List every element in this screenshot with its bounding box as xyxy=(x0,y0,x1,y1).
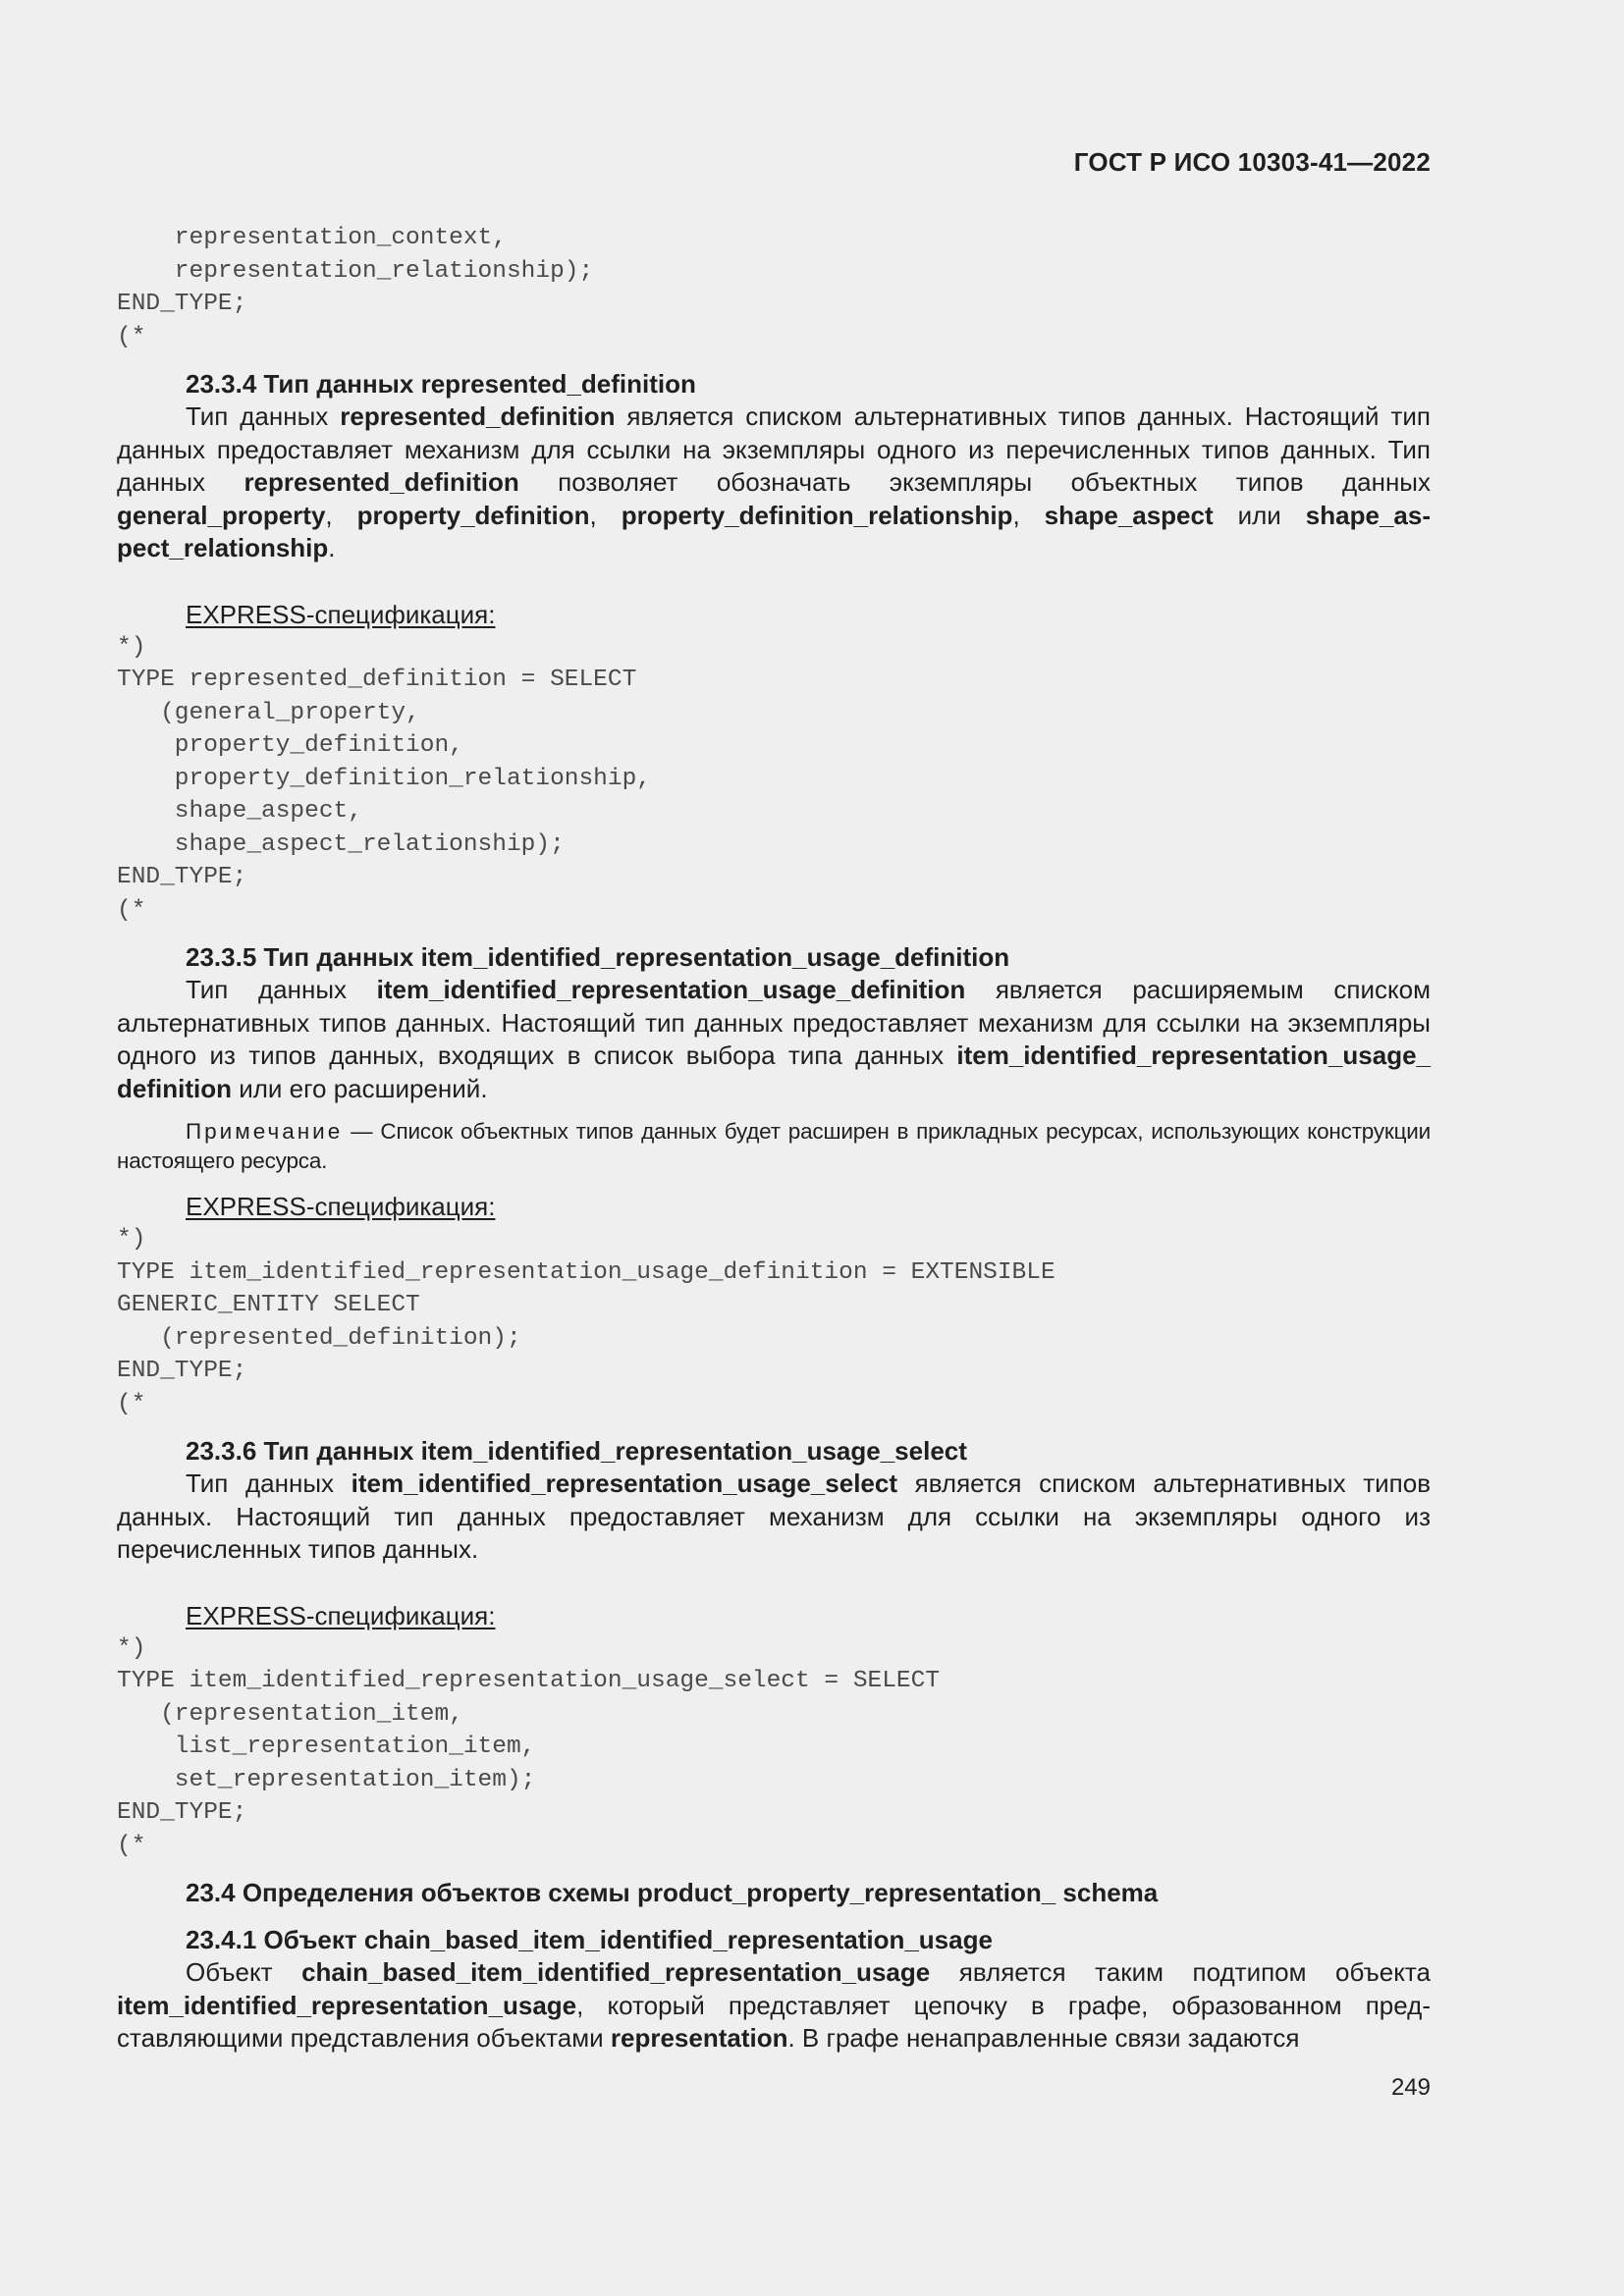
paragraph: Тип данных item_identified_representation_usage_definition является расширяемым списком альтернативных типов данных. Настоящий тип данных предоставляет механизм для ссылки на экземпляры одного из типов данных, входящих в список выбора типа данных item_identified_representation_usage_ definition или его расширений. xyxy=(117,975,1431,1103)
express-spec-label: EXPRESS-спецификация: xyxy=(186,1192,496,1221)
express-spec-label: EXPRESS-спецификация: xyxy=(186,1600,496,1630)
section-heading: 23.3.4 Тип данных represented_definition xyxy=(186,369,696,399)
note-text: — Список объектных типов данных будет расширен в прикладных ресурсах, использующих конструкции настоящего ресурса. xyxy=(117,1119,1431,1173)
page-number: 249 xyxy=(1390,2074,1431,2101)
paragraph: Тип данных item_identified_representation_usage_select является списком альтернативных типов данных. Настоящий тип данных предоставляет механизм для ссылки на экземпляры одного из перечисленных типов данных. xyxy=(117,1468,1432,1564)
section-heading: 23.4.1 Объект chain_based_item_identified_representation_usage xyxy=(186,1925,993,1954)
page-content xyxy=(117,222,1431,2056)
code-block: representation_context, representation_relationship); END_TYPE; (* xyxy=(117,225,594,350)
note-label: Примечание xyxy=(186,1119,344,1144)
section-heading: 23.3.6 Тип данных item_identified_representation_usage_select xyxy=(186,1436,967,1466)
express-spec-label: EXPRESS-спецификация: xyxy=(186,599,496,629)
note xyxy=(117,1117,1431,1176)
paragraph: Объект chain_based_item_identified_representation_usage является таким подтипом объекта item_identified_representation_usage, который представляет цепочку в графе, образованном представляющими представления объектами representation. В графе ненаправленные связи задаются xyxy=(117,1957,1432,2053)
code-block: *) TYPE item_identified_representation_usage_select = SELECT (representation_item, list_representation_item, set_representation_item); END_TYPE; (* xyxy=(117,1634,941,1859)
paragraph: Тип данных represented_definition является списком альтернативных типов данных. Настоящий тип данных предоставляет механизм для ссылки на экземпляры одного из перечисленных типов данных. Тип данных represented_definition позволяет обозначать экземпляры объектных типов данных general_property, property_definition, property_definition_relationship, shape_aspect или shape_aspect_relationship. xyxy=(117,401,1432,562)
section-heading: 23.3.5 Тип данных item_identified_representation_usage_definition xyxy=(186,942,1010,972)
document-header: ГОСТ Р ИСО 10303-41—2022 xyxy=(1073,147,1431,177)
section-heading: 23.4 Определения объектов схемы product_property_representation_ schema xyxy=(186,1878,1159,1907)
code-block: *) TYPE item_identified_representation_usage_definition = EXTENSIBLE GENERIC_ENTITY SELECT (represented_definition); END_TYPE; (* xyxy=(117,1226,1056,1417)
code-block: *) TYPE represented_definition = SELECT (general_property, property_definition, property_definition_relationship, shape_aspect, shape_aspect_relationship); END_TYPE; (* xyxy=(117,633,651,924)
